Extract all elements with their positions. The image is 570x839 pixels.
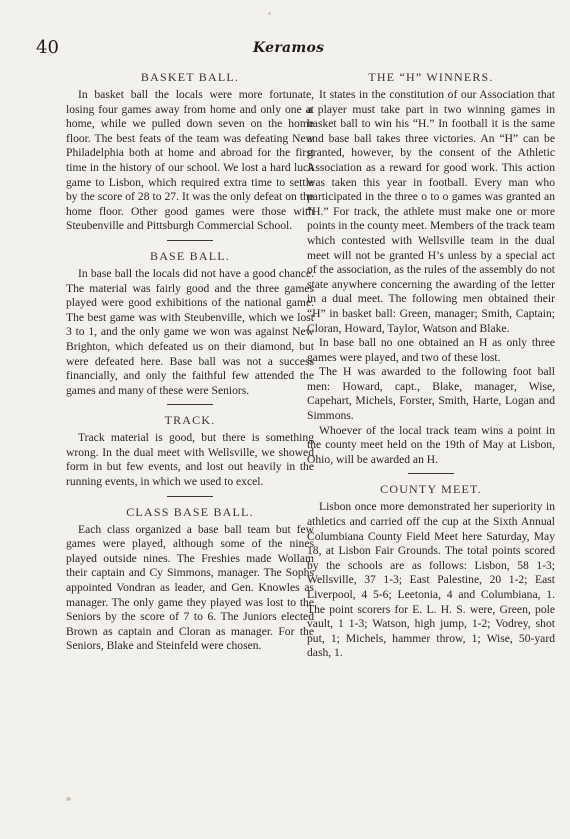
- section-h-winners: [307, 70, 555, 467]
- paragraph: Whoever of the local track team wins a point in the county meet held on the 19th of May at Lisbon, Ohio, will be awarded an H.: [307, 423, 555, 466]
- section-class-baseball: [66, 505, 314, 654]
- section-heading-track: TRACK.: [164, 413, 216, 428]
- paragraph: Lisbon once more demonstrated her superiority in athletics and carried off the cup at the Sixth Annual Columbiana County Field Meet here Saturday, May 18, at Lisbon Fair Grounds. The total points scored by the schools are as follows: Lisbon, 58 1-3; Wellsville, 37 1-3; East Palestine, 20 1-2; East Liverpool, 4 5-6; Leetonia, 4 and Columbiana, 1. The point scorers for E. L. H. S. were, Green, pole vault, 1 1-3; Watson, high jump, 1-2; Vodrey, shot put, 1; Michels, hammer throw, 1; Wise, 50-yard dash, 1.: [307, 500, 555, 660]
- section-divider: [408, 473, 454, 474]
- paragraph: Each class organized a base ball team but few games were played, although some of the nines played outside nines. The Freshies made Wollam their captain and Cy Simmons, manager. The Sophs appointed Vondran as leader, and Gen. Knowles as manager. The only game they played was lost to the Seniors by the score of 7 to 6. The Juniors elected Brown as captain and Cloran as manager. For the Seniors, Blake and Steinfeld were chosen.: [66, 522, 314, 653]
- paragraph: In basket ball the locals were more fortunate, losing four games away from home and only one at home, while we pulled down seven on the home floor. The best feats of the team was defeating New Philadelphia both at home and abroad for the first time in the history of our school. We lost a hard luck game to Lisbon, which required extra time to settle by the score of 28 to 27. It was the only defeat on the home floor. Other good games were those with Steubenville and Pittsburgh Commercial School.: [66, 88, 314, 233]
- section-heading-basketball: BASKET BALL.: [140, 70, 240, 84]
- right-column: [307, 70, 555, 661]
- masthead-title: Keramos: [253, 40, 325, 56]
- section-baseball: [66, 249, 314, 398]
- page-number: 40: [36, 37, 59, 58]
- section-divider: [167, 240, 213, 241]
- paragraph: It states in the constitution of our Association that a player must take part in two winning games in basket ball to win his “H.” In football it is the same and base ball takes three victories. An “H” can be granted, however, by the consent of the Athletic Association as a reward for good work. This action was taken this year in football. Every man who participated in the three o to o games was granted an “H.” For track, the athlete must make one or more points in the county meet. Members of the track team which contested with Wellsville team in the dual meet will not be granted H’s unless by a special act of the association, as the rules of the assembly do not state anywhere concerning the awarding of the letter in a dual meet. The following men obtained their “H” in basket ball: Green, manager; Smith, Captain; Cloran, Howard, Taylor, Watson and Blake.: [307, 88, 555, 335]
- paragraph: In base ball no one obtained an H as only three games were played, and two of these lost.: [307, 336, 555, 364]
- section-heading-class-baseball: CLASS BASE BALL.: [126, 504, 254, 519]
- paragraph: The H was awarded to the following foot ball men: Howard, capt., Blake, manager, Wise, Capehart, Michels, Forster, Smith, Harte, Logan and Simmons.: [307, 365, 555, 423]
- left-column: [66, 70, 314, 654]
- section-heading-baseball: BASE BALL.: [149, 248, 230, 263]
- paragraph: Track material is good, but there is something wrong. In the dual meet with Wellsville, we showed form in but few events, and lost out heavily in the running events, in which we used to excel.: [66, 431, 314, 489]
- section-basketball: [66, 70, 314, 234]
- section-heading-h-winners: THE “H” WINNERS.: [368, 70, 494, 84]
- section-divider: [167, 404, 213, 405]
- section-heading-county-meet: COUNTY MEET.: [380, 482, 482, 497]
- section-county-meet: [307, 482, 555, 661]
- paragraph: In base ball the locals did not have a good chance. The material was fairly good and the three games played were good exhibitions of the national game. The best game was with Steubenville, which we lost 3 to 1, and the only game we won was against New Brighton, which defeated us on their diamond, but were defeated here. Base ball was not a success financially, and only the faithful few attended the games and many of these were Seniors.: [66, 266, 314, 397]
- section-track: [66, 413, 314, 489]
- paper-speck: [268, 12, 271, 15]
- paper-speck: [66, 797, 71, 801]
- section-divider: [167, 496, 213, 497]
